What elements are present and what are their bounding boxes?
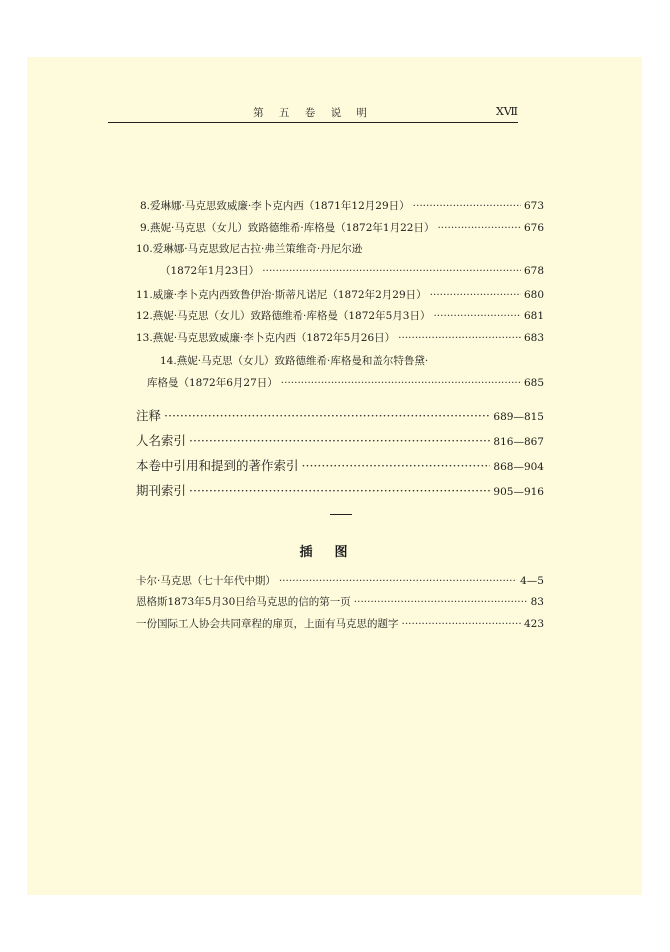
page-number: XⅦ (495, 105, 518, 118)
toc-entry: 13.燕妮·马克思致威廉·李卜克内西（1872年5月26日） ····· 683 (136, 331, 544, 345)
toc-entry: 8.爱琳娜·马克思致威廉·李卜克内西（1871年12月29日） ····· 673 (140, 199, 544, 213)
illustration-entry: 卡尔·马克思（七十年代中期） ····· 4—5 (136, 574, 544, 588)
toc-entry: 注释 ····· 689—815 (136, 408, 544, 425)
page-header (108, 102, 518, 123)
toc-entry: 期刊索引 ····· 905—916 (136, 483, 544, 500)
toc-entry: （1872年1月23日） ····· 678 (160, 264, 544, 278)
toc-entry: 9.燕妮·马克思（女儿）致路德维希·库格曼（1872年1月22日） ····· 676 (140, 221, 544, 235)
toc-entry: 12.燕妮·马克思（女儿）致路德维希·库格曼（1872年5月3日） ····· 681 (136, 309, 544, 323)
toc-entry: 人名索引 ····· 816—867 (136, 433, 544, 450)
toc-entry: 10.爱琳娜·马克思致尼古拉·弗兰策维奇·丹尼尔逊 (136, 243, 363, 255)
toc-entry: 11.威廉·李卜克内西致鲁伊治·斯蒂凡诺尼（1872年2月29日） ····· 680 (136, 288, 544, 302)
toc-entry: 库格曼（1872年6月27日） ····· 685 (147, 376, 544, 390)
running-title: 第 五 卷 说 明 (253, 107, 373, 119)
section-divider (330, 514, 352, 515)
illustration-entry: 恩格斯1873年5月30日给马克思的信的第一页 ····· 83 (136, 595, 544, 609)
illustration-entry: 一份国际工人协会共同章程的扉页，上面有马克思的题字 ····· 423 (136, 617, 544, 631)
toc-entry: 本卷中引用和提到的著作索引 ····· 868—904 (136, 458, 544, 475)
illustrations-heading: 插图 (299, 545, 370, 560)
toc-entry: 14.燕妮·马克思（女儿）致路德维希·库格曼和盖尔特鲁黛· (160, 355, 429, 367)
book-page (27, 57, 642, 895)
